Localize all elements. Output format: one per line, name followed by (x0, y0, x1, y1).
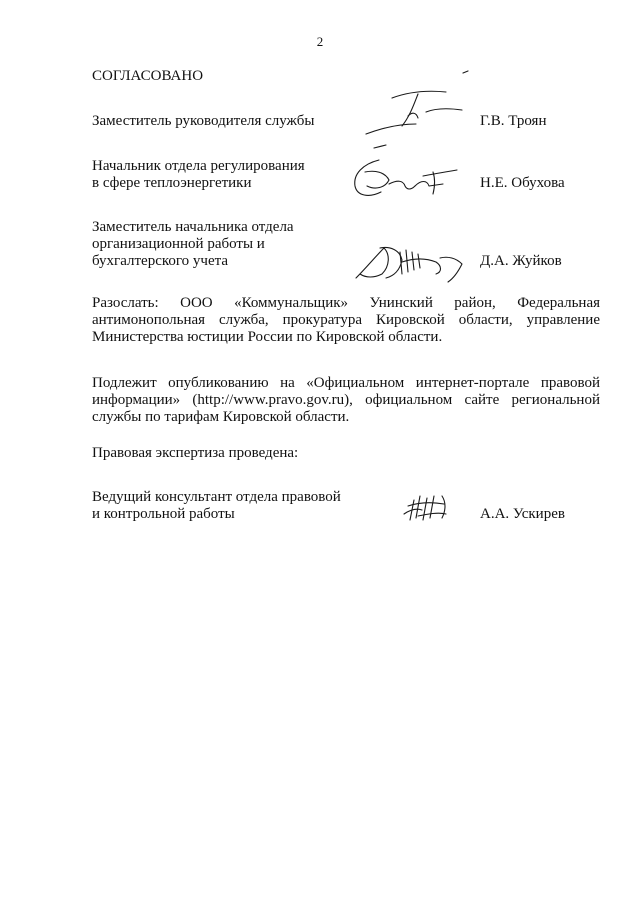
approval-role-2 (92, 158, 342, 192)
signature-obukhova (345, 150, 465, 205)
approval-name-2: Н.Е. Обухова (480, 175, 565, 191)
publication-note: Подлежит опубликованию на «Официальном интернет-портале правовой информации» (http://www.pravo.gov.ru), официальном сайте региональной службы по тарифам Кировской области. (92, 375, 600, 425)
approval-heading: СОГЛАСОВАНО (92, 68, 204, 84)
signature-troyan (360, 68, 480, 153)
role-line: в сфере теплоэнергетики (92, 175, 252, 191)
role-line: Заместитель начальника отдела (92, 219, 294, 235)
signature-zhuykov (350, 238, 470, 283)
distribution-list: Разослать: ООО «Коммунальщик» Унинский район, Федеральная антимонопольная служба, прокуратура Кировской области, управление Министерства юстиции России по Кировской области. (92, 295, 600, 345)
page-number: 2 (316, 34, 324, 49)
role-line: организационной работы и (92, 236, 265, 252)
approval-role-3 (92, 219, 342, 270)
signature-uskirev (400, 490, 455, 525)
approval-name-1: Г.В. Троян (480, 113, 547, 129)
role-line: Заместитель руководителя службы (92, 113, 315, 129)
consultant-name: А.А. Ускирев (480, 506, 565, 522)
legal-review-note: Правовая экспертиза проведена: (92, 445, 299, 461)
role-line: и контрольной работы (92, 506, 235, 522)
approval-role-1 (92, 113, 342, 130)
role-line: Ведущий консультант отдела правовой (92, 489, 341, 505)
consultant-role (92, 489, 382, 523)
role-line: бухгалтерского учета (92, 253, 229, 269)
approval-name-3: Д.А. Жуйков (480, 253, 562, 269)
role-line: Начальник отдела регулирования (92, 158, 305, 174)
